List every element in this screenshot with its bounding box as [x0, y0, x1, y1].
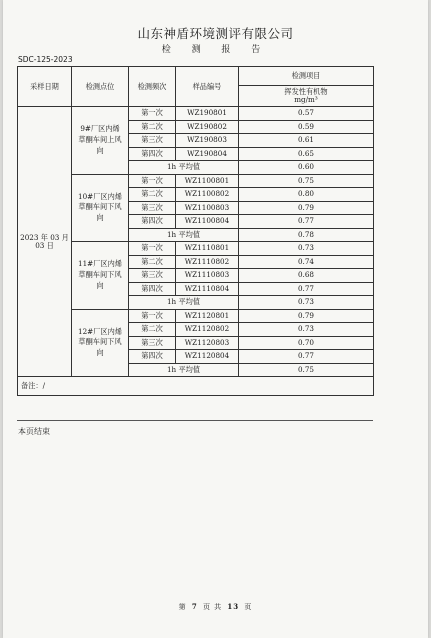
sample-no-cell: WZ1110803	[176, 269, 239, 283]
frequency-cell: 第二次	[129, 255, 176, 269]
col-header-sample-no: 样品编号	[176, 67, 239, 107]
report-title: 检 测 报 告	[161, 45, 270, 55]
sampling-date-cell: 2023 年 03 月 03 日	[18, 107, 72, 377]
results-table	[17, 66, 374, 396]
table-row	[18, 107, 374, 121]
col-header-frequency: 检测频次	[129, 67, 176, 107]
value-cell: 0.70	[239, 336, 374, 350]
average-label-cell: 1h 平均值	[129, 296, 239, 310]
average-value-cell: 0.60	[239, 161, 374, 175]
value-cell: 0.79	[239, 309, 374, 323]
value-cell: 0.75	[239, 174, 374, 188]
value-cell: 0.57	[239, 107, 374, 121]
average-value-cell: 0.73	[239, 296, 374, 310]
frequency-cell: 第四次	[129, 215, 176, 229]
sample-no-cell: WZ1120803	[176, 336, 239, 350]
frequency-cell: 第一次	[129, 242, 176, 256]
item-unit: mg/m³	[294, 95, 318, 104]
sample-no-cell: WZ1110802	[176, 255, 239, 269]
report-page	[3, 0, 428, 638]
divider	[17, 420, 373, 421]
value-cell: 0.59	[239, 120, 374, 134]
average-label-cell: 1h 平均值	[129, 228, 239, 242]
note-cell: 备注：/	[18, 377, 374, 396]
sample-no-cell: WZ1110801	[176, 242, 239, 256]
value-cell: 0.74	[239, 255, 374, 269]
frequency-cell: 第一次	[129, 309, 176, 323]
average-label-cell: 1h 平均值	[129, 161, 239, 175]
value-cell: 0.68	[239, 269, 374, 283]
page-footer	[3, 602, 428, 612]
col-header-item-group: 检测项目	[239, 67, 374, 86]
frequency-cell: 第四次	[129, 282, 176, 296]
footer-prefix: 第	[178, 603, 187, 611]
footer-page-number: 7	[191, 602, 198, 611]
col-header-date: 采样日期	[18, 67, 72, 107]
value-cell: 0.77	[239, 350, 374, 364]
note-row	[18, 377, 374, 396]
frequency-cell: 第四次	[129, 147, 176, 161]
sample-no-cell: WZ1120802	[176, 323, 239, 337]
value-cell: 0.77	[239, 282, 374, 296]
sample-no-cell: WZ1100803	[176, 201, 239, 215]
footer-total-pages: 13	[227, 602, 240, 611]
sample-no-cell: WZ190804	[176, 147, 239, 161]
frequency-cell: 第二次	[129, 323, 176, 337]
sample-no-cell: WZ190803	[176, 134, 239, 148]
table-row	[18, 242, 374, 256]
footer-suffix: 页	[244, 603, 253, 611]
sample-no-cell: WZ1110804	[176, 282, 239, 296]
item-name: 挥发性有机物	[284, 87, 328, 97]
frequency-cell: 第三次	[129, 134, 176, 148]
value-cell: 0.80	[239, 188, 374, 202]
sample-no-cell: WZ1120804	[176, 350, 239, 364]
frequency-cell: 第一次	[129, 107, 176, 121]
frequency-cell: 第二次	[129, 120, 176, 134]
footer-middle: 页 共	[202, 603, 223, 611]
value-cell: 0.61	[239, 134, 374, 148]
frequency-cell: 第三次	[129, 336, 176, 350]
table-row	[18, 309, 374, 323]
location-cell: 9#厂区内烯草酮车间上风向	[72, 107, 129, 175]
average-label-cell: 1h 平均值	[129, 363, 239, 377]
frequency-cell: 第三次	[129, 269, 176, 283]
sample-no-cell: WZ1100802	[176, 188, 239, 202]
sample-no-cell: WZ1120801	[176, 309, 239, 323]
frequency-cell: 第一次	[129, 174, 176, 188]
average-value-cell: 0.78	[239, 228, 374, 242]
value-cell: 0.77	[239, 215, 374, 229]
value-cell: 0.79	[239, 201, 374, 215]
frequency-cell: 第三次	[129, 201, 176, 215]
report-number: SDC-125-2023	[18, 55, 73, 64]
company-name: 山东神盾环境测评有限公司	[137, 26, 294, 41]
frequency-cell: 第二次	[129, 188, 176, 202]
location-cell: 12#厂区内烯草酮车间下风向	[72, 309, 129, 377]
value-cell: 0.73	[239, 242, 374, 256]
value-cell: 0.73	[239, 323, 374, 337]
col-header-item	[239, 86, 374, 107]
sample-no-cell: WZ190801	[176, 107, 239, 121]
value-cell: 0.65	[239, 147, 374, 161]
sample-no-cell: WZ190802	[176, 120, 239, 134]
location-cell: 10#厂区内烯草酮车间下风向	[72, 174, 129, 242]
results-body	[18, 107, 374, 396]
sample-no-cell: WZ1100804	[176, 215, 239, 229]
frequency-cell: 第四次	[129, 350, 176, 364]
location-cell: 11#厂区内烯草酮车间下风向	[72, 242, 129, 310]
sample-no-cell: WZ1100801	[176, 174, 239, 188]
end-of-page-text: 本页结束	[18, 427, 50, 436]
table-row	[18, 174, 374, 188]
average-value-cell: 0.75	[239, 363, 374, 377]
col-header-location: 检测点位	[72, 67, 129, 107]
